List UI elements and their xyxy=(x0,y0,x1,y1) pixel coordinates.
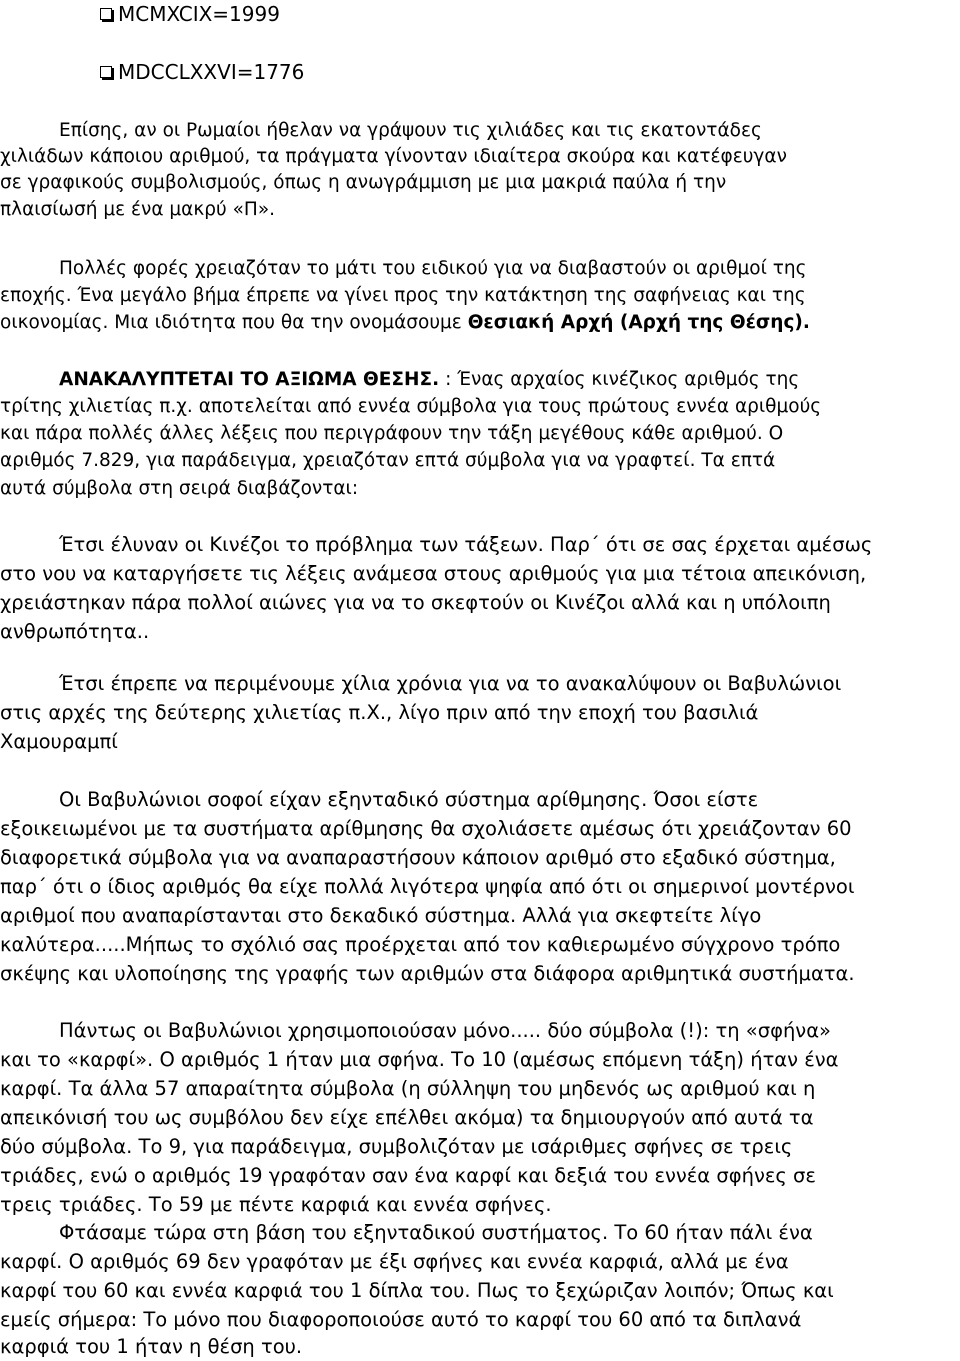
text-line: καρφί του 60 και εννέα καρφιά του 1 δίπλα του. Πως το ξεχώριζαν λοιπόν; Όπως και xyxy=(0,1279,834,1302)
text-line: Οι Βαβυλώνιοι σοφοί είχαν εξηνταδικό σύστημα αρίθμησης. Όσοι είστε xyxy=(59,788,759,811)
text-line: εμείς σήμερα: Το μόνο που διαφοροποιούσε αυτό το καρφί του 60 από τα διπλανά xyxy=(0,1308,802,1331)
text-line: Φτάσαμε τώρα στη βάση του εξηνταδικού συστήματος. Το 60 ήταν πάλι ένα xyxy=(59,1221,813,1244)
bullet-item xyxy=(100,58,304,86)
text-line xyxy=(59,367,799,393)
bullet-item xyxy=(100,0,280,28)
text-line: ανθρωπότητα.. xyxy=(0,620,150,643)
bullet-text: MCMXCIX=1999 xyxy=(118,2,280,26)
text-line: καλύτερα.....Μήπως το σχόλιό σας προέρχεται από τον καθιερωμένο σύγχρονο τρόπο xyxy=(0,933,841,956)
text-run: : Ένας αρχαίος κινέζικος αριθμός της xyxy=(439,369,800,390)
text-line: εξοικειωμένοι με τα συστήματα αρίθμησης θα σχολιάσετε αμέσως ότι χρειάζονταν 60 xyxy=(0,817,852,840)
text-line: απεικόνισή του ως συμβόλου δεν είχε επέλθει ακόμα) τα δημιουργούν από αυτά τα xyxy=(0,1106,814,1129)
bold-term: Θεσιακή Αρχή (Αρχή της Θέσης). xyxy=(467,312,810,333)
text-line: αριθμοί που αναπαρίστανται στο δεκαδικό σύστημα. Αλλά για σκεφτείτε λίγο xyxy=(0,904,762,927)
text-line: τρίτης χιλιετίας π.χ. αποτελείται από εννέα σύμβολα για τους πρώτους εννέα αριθμούς xyxy=(0,396,822,417)
text-line: στις αρχές της δεύτερης χιλιετίας π.Χ., λίγο πριν από την εποχή του βασιλιά xyxy=(0,701,759,724)
text-line: καρφί. Ο αριθμός 69 δεν γραφόταν με έξι σφήνες και εννέα καρφιά, αλλά με ένα xyxy=(0,1250,789,1273)
text-line: διαφορετικά σύμβολα για να αναπαραστήσουν κάποιον αριθμό στο εξαδικό σύστημα, xyxy=(0,846,836,869)
text-run: οικονομίας. Μια ιδιότητα που θα την ονομάσουμε xyxy=(0,312,468,333)
text-line: καρφιά του 1 ήταν η θέση του. xyxy=(0,1335,303,1358)
text-line xyxy=(0,310,810,336)
checkbox-bullet-icon xyxy=(100,8,112,20)
text-line: χρειάστηκαν πάρα πολλοί αιώνες για να το σκεφτούν οι Κινέζοι αλλά και η υπόλοιπη xyxy=(0,591,831,614)
text-line: στο νου να καταργήσετε τις λέξεις ανάμεσα στους αριθμούς για μια τέτοια απεικόνιση, xyxy=(0,562,867,585)
text-line: Έτσι έλυναν οι Κινέζοι το πρόβλημα των τάξεων. Παρ΄ ότι σε σας έρχεται αμέσως xyxy=(59,533,873,556)
text-line: παρ΄ ότι ο ίδιος αριθμός θα είχε πολλά λιγότερα ψηφία από ότι οι σημερινοί μοντέρνοι xyxy=(0,875,855,898)
checkbox-bullet-icon xyxy=(100,66,112,78)
text-line: αριθμός 7.829, για παράδειγμα, χρειαζόταν επτά σύμβολα για να γραφτεί. Τα επτά xyxy=(0,450,776,471)
text-line: τρεις τριάδες. Το 59 με πέντε καρφιά και εννέα σφήνες. xyxy=(0,1193,552,1216)
text-line: Χαμουραμπί xyxy=(0,730,118,753)
text-line: Πάντως οι Βαβυλώνιοι χρησιμοποιούσαν μόνο..... δύο σύμβολα (!): τη «σφήνα» xyxy=(59,1019,831,1042)
text-line: καρφί. Τα άλλα 57 απαραίτητα σύμβολα (η σύλληψη του μηδενός ως αριθμού και η xyxy=(0,1077,816,1100)
text-line: εποχής. Ένα μεγάλο βήμα έπρεπε να γίνει προς την κατάκτηση της σαφήνειας και της xyxy=(0,285,806,306)
bullet-text: MDCCLXXVI=1776 xyxy=(118,60,305,84)
text-line: χιλιάδων κάποιου αριθμού, τα πράγματα γίνονταν ιδιαίτερα σκούρα και κατέφευγαν xyxy=(0,146,787,167)
text-line: τριάδες, ενώ ο αριθμός 19 γραφόταν σαν ένα καρφί και δεξιά του εννέα σφήνες σε xyxy=(0,1164,816,1187)
bold-heading: ΑΝΑΚΑΛΥΠΤΕΤΑΙ ΤΟ ΑΞΙΩΜΑ ΘΕΣΗΣ. xyxy=(59,369,440,390)
text-line: δύο σύμβολα. Το 9, για παράδειγμα, συμβολιζόταν με ισάριθμες σφήνες σε τρεις xyxy=(0,1135,793,1158)
text-line: αυτά σύμβολα στη σειρά διαβάζονται: xyxy=(0,478,359,499)
text-line: Πολλές φορές χρειαζόταν το μάτι του ειδικού για να διαβαστούν οι αριθμοί της xyxy=(59,258,807,279)
text-line: και το «καρφί». Ο αριθμός 1 ήταν μια σφήνα. Το 10 (αμέσως επόμενη τάξη) ήταν ένα xyxy=(0,1048,839,1071)
text-line: Επίσης, αν οι Ρωμαίοι ήθελαν να γράψουν τις χιλιάδες και τις εκατοντάδες xyxy=(59,120,762,141)
text-line: Έτσι έπρεπε να περιμένουμε χίλια χρόνια για να το ανακαλύψουν οι Βαβυλώνιοι xyxy=(59,672,842,695)
text-line: σκέψης και υλοποίησης της γραφής των αριθμών στα διάφορα αριθμητικά συστήματα. xyxy=(0,962,855,985)
text-line: πλαισίωσή με ένα μακρύ «Π». xyxy=(0,199,276,220)
text-line: σε γραφικούς συμβολισμούς, όπως η ανωγράμμιση με μια μακριά παύλα ή την xyxy=(0,172,727,193)
text-line: και πάρα πολλές άλλες λέξεις που περιγράφουν την τάξη μεγέθους κάθε αριθμού. Ο xyxy=(0,423,784,444)
